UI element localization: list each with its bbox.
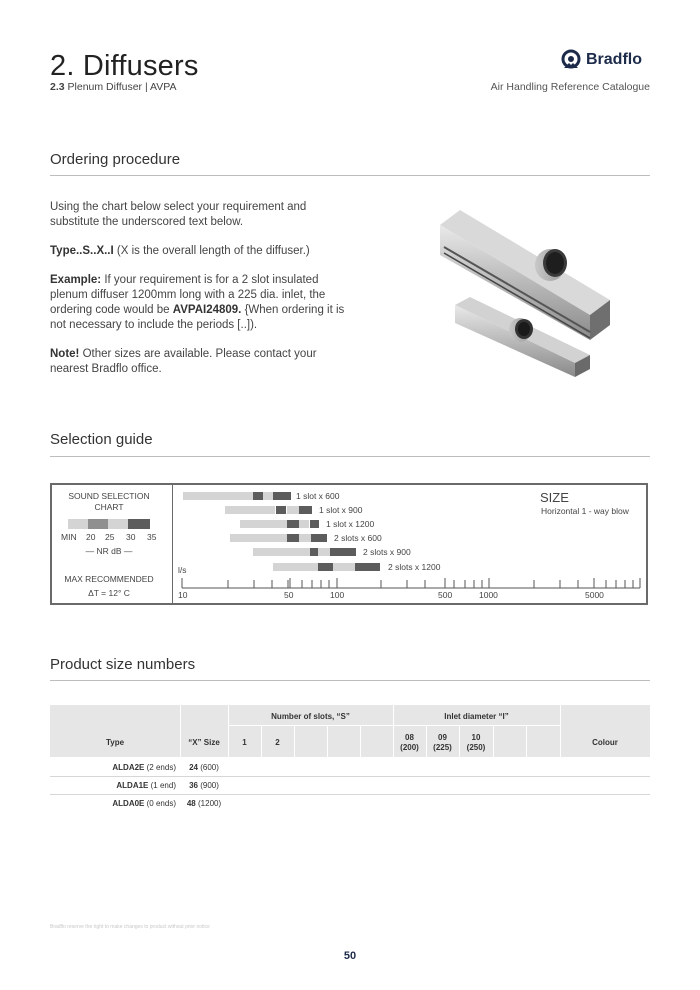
bar-1-slot-600-quiet bbox=[263, 492, 273, 500]
axis-tick-50: 50 bbox=[284, 590, 294, 600]
col-divider bbox=[560, 705, 561, 757]
row-x-mm: (1200) bbox=[198, 799, 222, 808]
size-subtitle: Horizontal 1 - way blow bbox=[541, 506, 629, 516]
table-row bbox=[50, 799, 176, 808]
row-label-2-slots-900: 2 slots x 900 bbox=[363, 547, 411, 557]
row-x-code: 48 bbox=[186, 799, 196, 808]
bar-2-slots-600-high bbox=[311, 534, 327, 542]
type-code-note: (X is the overall length of the diffuser.) bbox=[113, 245, 310, 257]
inlet-09-code: 09 bbox=[438, 733, 447, 742]
table-row bbox=[50, 781, 176, 790]
header-inlet-group: Inlet diameter “I” bbox=[444, 712, 509, 721]
note-text: Other sizes are available. Please contact your nearest Bradflo office. bbox=[50, 348, 317, 375]
legend-nr-20: 20 bbox=[86, 532, 96, 542]
row-code: ALDA0E bbox=[112, 799, 145, 808]
axis-tick-1000: 1000 bbox=[479, 590, 498, 600]
header-inlet-09 bbox=[426, 733, 459, 753]
row-x-mm: (900) bbox=[200, 781, 219, 790]
row-label-2-slots-1200: 2 slots x 1200 bbox=[388, 562, 441, 572]
axis-tick-500: 500 bbox=[438, 590, 453, 600]
row-divider bbox=[50, 794, 650, 795]
header-inlet-08 bbox=[393, 733, 426, 753]
inlet-10-code: 10 bbox=[471, 733, 481, 742]
legend-nr-db-label: — NR dB — bbox=[85, 546, 133, 556]
header-x-size: “X” Size bbox=[188, 738, 220, 747]
footer-disclaimer: Bradflo reserve the right to make changes to product without prior notice bbox=[50, 924, 210, 930]
col-divider bbox=[526, 725, 527, 757]
axis-tick-10: 10 bbox=[178, 590, 188, 600]
bar-2-slots-900-mid bbox=[310, 548, 318, 556]
axis-unit-label: l/s bbox=[178, 565, 187, 575]
note-label: Note! bbox=[50, 348, 80, 360]
header-colour: Colour bbox=[592, 738, 618, 747]
bar-1-slot-1200-low bbox=[240, 520, 287, 528]
bar-2-slots-900-high bbox=[330, 548, 356, 556]
section-number: 2.3 bbox=[50, 81, 65, 93]
row-label-1-slot-1200: 1 slot x 1200 bbox=[326, 519, 375, 529]
size-title: SIZE bbox=[540, 490, 569, 505]
bar-1-slot-600-low bbox=[183, 492, 253, 500]
header-slots-group: Number of slots, “S” bbox=[271, 712, 350, 721]
example-code: AVPAI24809. bbox=[172, 304, 242, 316]
col-divider bbox=[327, 725, 328, 757]
legend-min-label: MIN bbox=[61, 532, 77, 542]
example-text: If your requirement is for a 2 slot insulated plenum diffuser 1200mm long with a 225 dia. inlet, the ordering code would be bbox=[50, 274, 326, 316]
legend-nr-25: 25 bbox=[105, 532, 115, 542]
inlet-09-mm: (225) bbox=[433, 743, 452, 752]
bar-1-slot-900-high bbox=[299, 506, 312, 514]
axis-tick-100: 100 bbox=[330, 590, 345, 600]
bar-1-slot-900-low bbox=[225, 506, 275, 514]
bar-1-slot-1200-high bbox=[310, 520, 319, 528]
bar-1-slot-1200-quiet bbox=[299, 520, 309, 528]
catalogue-title: Air Handling Reference Catalogue bbox=[490, 81, 650, 93]
section-separator: | bbox=[144, 81, 148, 93]
legend-delta-t: ΔT = 12° C bbox=[88, 588, 130, 598]
table-row bbox=[50, 763, 176, 772]
row-label-1-slot-600: 1 slot x 600 bbox=[296, 491, 340, 501]
log-axis bbox=[178, 574, 643, 590]
bar-2-slots-600-mid bbox=[287, 534, 299, 542]
selection-guide-heading: Selection guide bbox=[50, 431, 153, 448]
row-divider bbox=[50, 776, 650, 777]
section-divider bbox=[50, 680, 650, 681]
col-divider bbox=[493, 725, 494, 757]
bar-1-slot-900-quiet bbox=[287, 506, 299, 514]
row-x-mm: (600) bbox=[200, 763, 219, 772]
inlet-08-mm: (200) bbox=[400, 743, 419, 752]
col-divider bbox=[180, 705, 181, 757]
type-code-label: Type..S..X..I bbox=[50, 245, 114, 257]
example-label: Example: bbox=[50, 274, 102, 286]
bar-2-slots-1200-low bbox=[273, 563, 318, 571]
row-ends: (1 end) bbox=[150, 781, 176, 790]
header-inlet-10 bbox=[459, 733, 493, 753]
logo-wordmark: Bradflo bbox=[586, 51, 642, 68]
row-ends: (2 ends) bbox=[146, 763, 176, 772]
product-table-header bbox=[50, 705, 650, 757]
axis-tick-5000: 5000 bbox=[585, 590, 604, 600]
bar-1-slot-900-mid bbox=[276, 506, 286, 514]
col-divider bbox=[294, 725, 295, 757]
row-x-code: 24 bbox=[189, 763, 198, 772]
bar-1-slot-1200-mid bbox=[287, 520, 299, 528]
example-text-end: {When ordering it is not necessary to include the periods [..]). bbox=[50, 304, 345, 331]
col-divider bbox=[360, 725, 361, 757]
bar-1-slot-600-mid bbox=[253, 492, 263, 500]
header-slot-2: 2 bbox=[275, 738, 280, 747]
bar-2-slots-900-quiet bbox=[318, 548, 330, 556]
row-label-2-slots-600: 2 slots x 600 bbox=[334, 533, 382, 543]
product-size-heading: Product size numbers bbox=[50, 656, 196, 673]
bar-1-slot-600-high bbox=[273, 492, 291, 500]
bar-2-slots-600-low bbox=[230, 534, 287, 542]
bar-2-slots-1200-quiet bbox=[333, 563, 355, 571]
bar-2-slots-900-low bbox=[253, 548, 310, 556]
legend-nr-35: 35 bbox=[147, 532, 157, 542]
ordering-procedure-heading: Ordering procedure bbox=[50, 151, 181, 168]
row-x-size bbox=[180, 763, 228, 772]
bar-2-slots-1200-high bbox=[355, 563, 380, 571]
ordering-intro: Using the chart below select your requirement and substitute the underscored text below. bbox=[50, 201, 307, 228]
page-number: 50 bbox=[343, 950, 357, 962]
legend-nr-30: 30 bbox=[126, 532, 136, 542]
group-divider bbox=[228, 725, 560, 726]
product-table-body bbox=[50, 757, 650, 817]
row-ends: (0 ends) bbox=[146, 799, 176, 808]
inlet-10-mm: (250) bbox=[466, 743, 486, 752]
bar-2-slots-600-quiet bbox=[299, 534, 311, 542]
section-name: Plenum Diffuser bbox=[67, 81, 143, 93]
inlet-08-code: 08 bbox=[405, 733, 414, 742]
row-code: ALDA2E bbox=[112, 763, 145, 772]
row-x-code: 36 bbox=[189, 781, 198, 790]
row-x-size bbox=[180, 799, 228, 808]
legend-title-line-1: SOUND SELECTION bbox=[68, 491, 150, 501]
row-label-1-slot-900: 1 slot x 900 bbox=[319, 505, 363, 515]
legend-title-line-2: CHART bbox=[94, 502, 124, 512]
header-slot-1: 1 bbox=[242, 738, 247, 747]
page-title: 2. Diffusers bbox=[50, 50, 199, 82]
row-x-size bbox=[180, 781, 228, 790]
legend-max-label: MAX RECOMMENDED bbox=[64, 574, 154, 584]
row-code: ALDA1E bbox=[116, 781, 149, 790]
section-code: AVPA bbox=[150, 81, 177, 93]
header-type: Type bbox=[105, 738, 125, 747]
bar-2-slots-1200-mid bbox=[318, 563, 333, 571]
